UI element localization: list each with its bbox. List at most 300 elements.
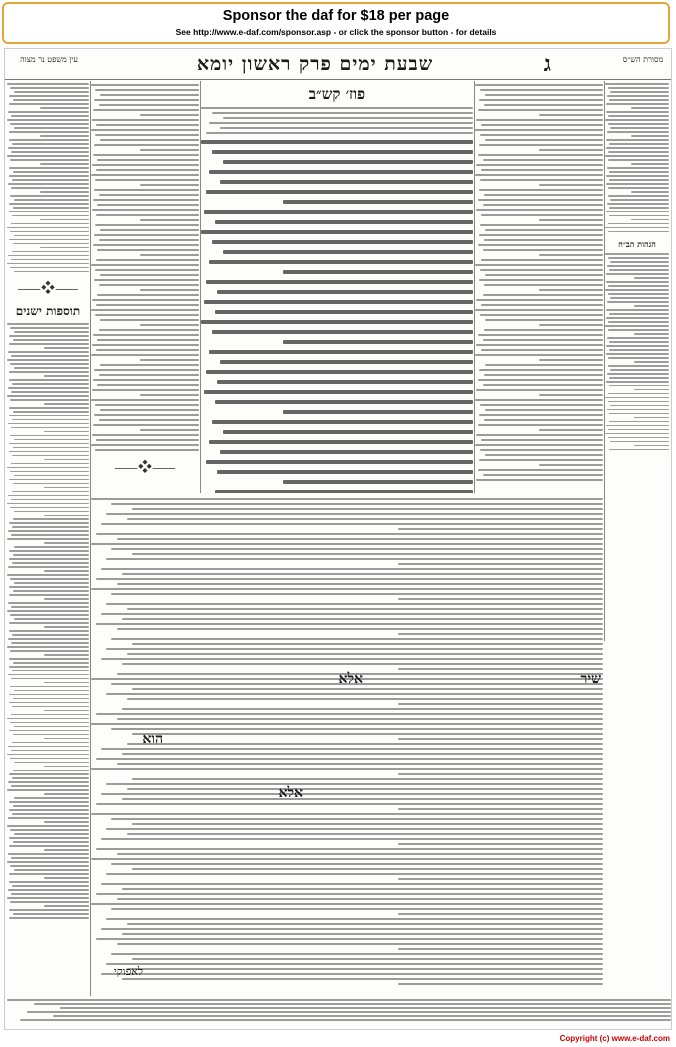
text-line <box>13 841 89 843</box>
text-line <box>11 355 89 357</box>
text-line <box>100 94 199 96</box>
text-line <box>539 254 603 256</box>
text-line <box>478 379 603 381</box>
text-line <box>12 419 89 421</box>
text-line <box>484 284 603 286</box>
text-line <box>100 319 199 321</box>
text-line <box>606 353 669 355</box>
text-line <box>608 187 669 189</box>
text-line <box>91 543 603 545</box>
text-line <box>101 613 603 615</box>
text-line <box>481 439 603 441</box>
text-line <box>606 345 669 347</box>
text-line <box>539 184 603 186</box>
text-line <box>9 335 89 337</box>
sponsor-banner[interactable] <box>2 2 670 44</box>
text-line <box>44 626 89 628</box>
text-line <box>92 164 199 166</box>
text-line <box>132 823 603 825</box>
text-line <box>483 204 603 206</box>
text-line <box>610 261 669 263</box>
text-line <box>140 324 199 326</box>
text-line <box>127 653 603 655</box>
text-line <box>608 87 669 89</box>
text-line <box>14 199 89 201</box>
text-line <box>91 813 603 815</box>
text-line <box>100 364 199 366</box>
text-line <box>10 507 89 509</box>
text-line <box>8 817 89 819</box>
text-line <box>91 264 199 266</box>
text-line <box>606 147 669 149</box>
text-line <box>610 127 669 129</box>
text-line <box>93 379 199 381</box>
text-line <box>485 409 603 411</box>
text-line <box>94 279 199 281</box>
text-line <box>398 598 603 600</box>
text-line <box>99 374 199 376</box>
text-line <box>475 399 603 401</box>
text-line <box>206 370 473 374</box>
text-line <box>117 898 603 900</box>
text-line <box>480 89 603 91</box>
text-line <box>606 425 669 427</box>
text-line <box>12 526 89 528</box>
text-line <box>10 758 89 760</box>
text-line <box>127 923 603 925</box>
keyword-ela-1: אלא <box>338 671 363 687</box>
text-line <box>7 754 89 756</box>
text-line <box>10 363 89 365</box>
text-line <box>117 628 603 630</box>
text-line <box>101 793 603 795</box>
text-line <box>14 511 89 513</box>
text-line <box>97 384 199 386</box>
text-line <box>106 693 603 695</box>
text-line <box>7 999 671 1001</box>
text-line <box>8 255 89 257</box>
text-line <box>96 713 603 715</box>
text-line <box>91 903 603 905</box>
text-line <box>204 300 473 304</box>
text-line <box>8 111 89 113</box>
text-line <box>27 1011 671 1013</box>
text-line <box>209 260 473 264</box>
text-line <box>92 209 199 211</box>
text-line <box>106 828 603 830</box>
text-line <box>10 267 89 269</box>
text-line <box>607 265 669 267</box>
text-line <box>606 281 669 283</box>
text-line <box>14 869 89 871</box>
text-line <box>476 119 603 121</box>
text-line <box>117 763 603 765</box>
text-line <box>106 558 603 560</box>
text-line <box>14 271 89 273</box>
text-line <box>610 199 669 201</box>
text-line <box>95 134 199 136</box>
page-header <box>5 49 671 80</box>
text-line <box>13 447 89 449</box>
text-line <box>101 658 603 660</box>
text-line <box>9 909 89 911</box>
text-line <box>12 813 89 815</box>
text-line <box>9 658 89 660</box>
text-line <box>480 404 603 406</box>
text-line <box>609 179 669 181</box>
text-line <box>140 114 199 116</box>
text-line <box>111 863 603 865</box>
text-line <box>9 451 89 453</box>
text-line <box>94 234 199 236</box>
text-line <box>634 417 669 419</box>
text-line <box>99 419 199 421</box>
text-line <box>44 877 89 879</box>
text-line <box>91 129 199 131</box>
text-line <box>609 421 669 423</box>
text-line <box>13 339 89 341</box>
text-line <box>60 1007 671 1009</box>
text-line <box>10 829 89 831</box>
text-line <box>609 207 669 209</box>
text-line <box>201 140 473 144</box>
text-line <box>91 768 603 770</box>
text-line <box>398 983 603 985</box>
text-line <box>127 698 603 700</box>
page-title: שבעת ימים פרק ראשון יומא <box>196 53 434 75</box>
text-line <box>44 403 89 405</box>
text-line <box>91 174 199 176</box>
text-line <box>122 708 603 710</box>
text-line <box>209 440 473 444</box>
text-line <box>44 570 89 572</box>
text-line <box>204 210 473 214</box>
text-line <box>44 710 89 712</box>
text-line <box>94 189 199 191</box>
text-line <box>44 459 89 461</box>
text-line <box>97 339 199 341</box>
text-line <box>7 646 89 648</box>
text-line <box>100 274 199 276</box>
text-line <box>8 746 89 748</box>
text-line <box>10 471 89 473</box>
text-line <box>13 734 89 736</box>
text-line <box>481 124 603 126</box>
text-line <box>13 483 89 485</box>
text-line <box>9 837 89 839</box>
text-line <box>122 798 603 800</box>
text-line <box>13 698 89 700</box>
text-line <box>479 369 603 371</box>
text-line <box>539 394 603 396</box>
text-line <box>539 359 603 361</box>
text-line <box>14 726 89 728</box>
text-line <box>122 978 603 980</box>
text-line <box>283 480 473 484</box>
text-line <box>398 633 603 635</box>
text-line <box>217 290 473 294</box>
text-line <box>91 309 199 311</box>
text-line <box>13 770 89 772</box>
text-line <box>127 518 603 520</box>
text-line <box>106 603 603 605</box>
text-line <box>95 404 199 406</box>
text-line <box>608 429 669 431</box>
text-line <box>94 414 199 416</box>
text-line <box>539 289 603 291</box>
text-line <box>44 793 89 795</box>
text-line <box>220 360 473 364</box>
text-line <box>8 638 89 640</box>
text-line <box>93 109 199 111</box>
text-line <box>99 284 199 286</box>
copyright-link[interactable]: Copyright (c) www.e-daf.com <box>559 1034 670 1043</box>
text-line <box>480 224 603 226</box>
text-line <box>96 304 199 306</box>
text-line <box>212 150 473 154</box>
text-line <box>96 214 199 216</box>
text-line <box>106 918 603 920</box>
text-line <box>608 159 669 161</box>
text-line <box>9 586 89 588</box>
text-line <box>475 354 603 356</box>
text-line <box>9 522 89 524</box>
text-line <box>44 682 89 684</box>
sponsor-title[interactable]: Sponsor the daf for $18 per page <box>222 8 450 24</box>
text-line <box>283 410 473 414</box>
text-line <box>609 215 669 217</box>
text-line <box>610 441 669 443</box>
text-line <box>96 848 603 850</box>
text-line <box>9 773 89 775</box>
text-line <box>539 464 603 466</box>
text-line <box>140 289 199 291</box>
text-line <box>206 280 473 284</box>
text-line <box>100 409 199 411</box>
text-line <box>480 134 603 136</box>
text-line <box>398 703 603 705</box>
text-line <box>476 209 603 211</box>
text-line <box>14 546 89 548</box>
text-line <box>7 897 89 899</box>
text-line <box>111 548 603 550</box>
text-line <box>483 159 603 161</box>
text-line <box>9 379 89 381</box>
text-line <box>481 304 603 306</box>
text-line <box>93 154 199 156</box>
ornament-divider-left: ⸺❖⸺ <box>17 281 79 298</box>
text-line <box>475 174 603 176</box>
text-line <box>609 377 669 379</box>
text-line <box>201 230 473 234</box>
text-line <box>111 953 603 955</box>
text-line <box>10 722 89 724</box>
text-line <box>97 204 199 206</box>
text-line <box>96 349 199 351</box>
text-line <box>605 433 669 435</box>
text-line <box>132 643 603 645</box>
text-line <box>140 219 199 221</box>
text-line <box>485 319 603 321</box>
text-line <box>11 857 89 859</box>
text-line <box>480 179 603 181</box>
text-line <box>44 347 89 349</box>
text-line <box>610 91 669 93</box>
text-line <box>106 873 603 875</box>
text-line <box>12 670 89 672</box>
text-line <box>96 259 199 261</box>
text-line <box>607 301 669 303</box>
text-line <box>217 380 473 384</box>
text-line <box>91 444 199 446</box>
text-line <box>11 750 89 752</box>
text-line <box>478 469 603 471</box>
text-line <box>111 638 603 640</box>
text-line <box>483 249 603 251</box>
text-line <box>607 95 669 97</box>
text-line <box>215 400 473 404</box>
text-line <box>10 231 89 233</box>
text-line <box>8 566 89 568</box>
text-line <box>13 518 89 520</box>
text-line <box>10 123 89 125</box>
text-line <box>9 550 89 552</box>
text-line <box>40 219 89 221</box>
text-line <box>9 415 89 417</box>
text-line <box>476 344 603 346</box>
text-line <box>485 94 603 96</box>
text-line <box>14 582 89 584</box>
text-line <box>9 211 89 213</box>
text-line <box>608 321 669 323</box>
text-line <box>8 183 89 185</box>
text-line <box>140 429 199 431</box>
text-line <box>201 320 473 324</box>
text-line <box>605 83 669 85</box>
text-line <box>7 467 89 469</box>
text-line <box>12 562 89 564</box>
text-line <box>13 99 89 101</box>
text-line <box>7 610 89 612</box>
text-line <box>7 574 89 576</box>
text-line <box>475 309 603 311</box>
text-line <box>608 223 669 225</box>
text-line <box>11 642 89 644</box>
text-line <box>10 87 89 89</box>
text-line <box>53 1015 671 1017</box>
text-line <box>476 434 603 436</box>
text-line <box>10 159 89 161</box>
text-line <box>9 95 89 97</box>
text-line <box>212 420 473 424</box>
text-line <box>34 1003 671 1005</box>
daf-letter: ג <box>543 51 551 77</box>
keyword-shir: שיר <box>580 671 601 687</box>
text-line <box>398 878 603 880</box>
ornament-divider: ⸺❖⸺ <box>114 460 176 476</box>
text-line <box>608 329 669 331</box>
text-line <box>481 169 603 171</box>
text-line <box>610 405 669 407</box>
text-line <box>93 244 199 246</box>
text-line <box>99 194 199 196</box>
text-line <box>11 499 89 501</box>
text-line <box>476 479 603 481</box>
lower-commentary <box>91 495 603 995</box>
text-line <box>9 622 89 624</box>
text-line <box>608 115 669 117</box>
text-line <box>9 131 89 133</box>
text-line <box>9 103 89 105</box>
text-line <box>476 164 603 166</box>
text-line <box>9 407 89 409</box>
text-line <box>206 132 473 134</box>
text-line <box>95 179 199 181</box>
text-line <box>92 434 199 436</box>
text-line <box>13 805 89 807</box>
text-line <box>480 314 603 316</box>
text-line <box>206 190 473 194</box>
text-line <box>95 314 199 316</box>
text-line <box>140 149 199 151</box>
text-line <box>96 124 199 126</box>
text-line <box>485 274 603 276</box>
text-line <box>106 513 603 515</box>
tosafot-yeshanim-title: תוספות ישנים <box>15 304 81 319</box>
text-line <box>11 785 89 787</box>
text-line <box>12 491 89 493</box>
text-line <box>609 413 669 415</box>
gemara-column <box>201 81 473 493</box>
text-line <box>609 99 669 101</box>
text-line <box>9 371 89 373</box>
text-line <box>9 175 89 177</box>
text-line <box>99 329 199 331</box>
text-line <box>608 437 669 439</box>
text-line <box>40 247 89 249</box>
text-line <box>100 229 199 231</box>
text-line <box>101 568 603 570</box>
text-line <box>96 758 603 760</box>
text-line <box>9 702 89 704</box>
text-line <box>201 107 473 109</box>
text-line <box>7 718 89 720</box>
text-line <box>14 367 89 369</box>
text-line <box>97 159 199 161</box>
text-line <box>11 115 89 117</box>
text-line <box>96 623 603 625</box>
text-line <box>220 450 473 454</box>
text-line <box>398 948 603 950</box>
text-line <box>96 938 603 940</box>
text-line <box>9 873 89 875</box>
text-line <box>9 881 89 883</box>
text-line <box>101 838 603 840</box>
text-line <box>610 297 669 299</box>
text-line <box>44 431 89 433</box>
text-line <box>481 214 603 216</box>
text-line <box>93 424 199 426</box>
text-line <box>479 459 603 461</box>
text-line <box>631 219 669 221</box>
text-line <box>14 91 89 93</box>
text-line <box>13 662 89 664</box>
text-line <box>476 299 603 301</box>
text-line <box>607 131 669 133</box>
text-line <box>631 135 669 137</box>
text-line <box>478 154 603 156</box>
text-line <box>475 129 603 131</box>
